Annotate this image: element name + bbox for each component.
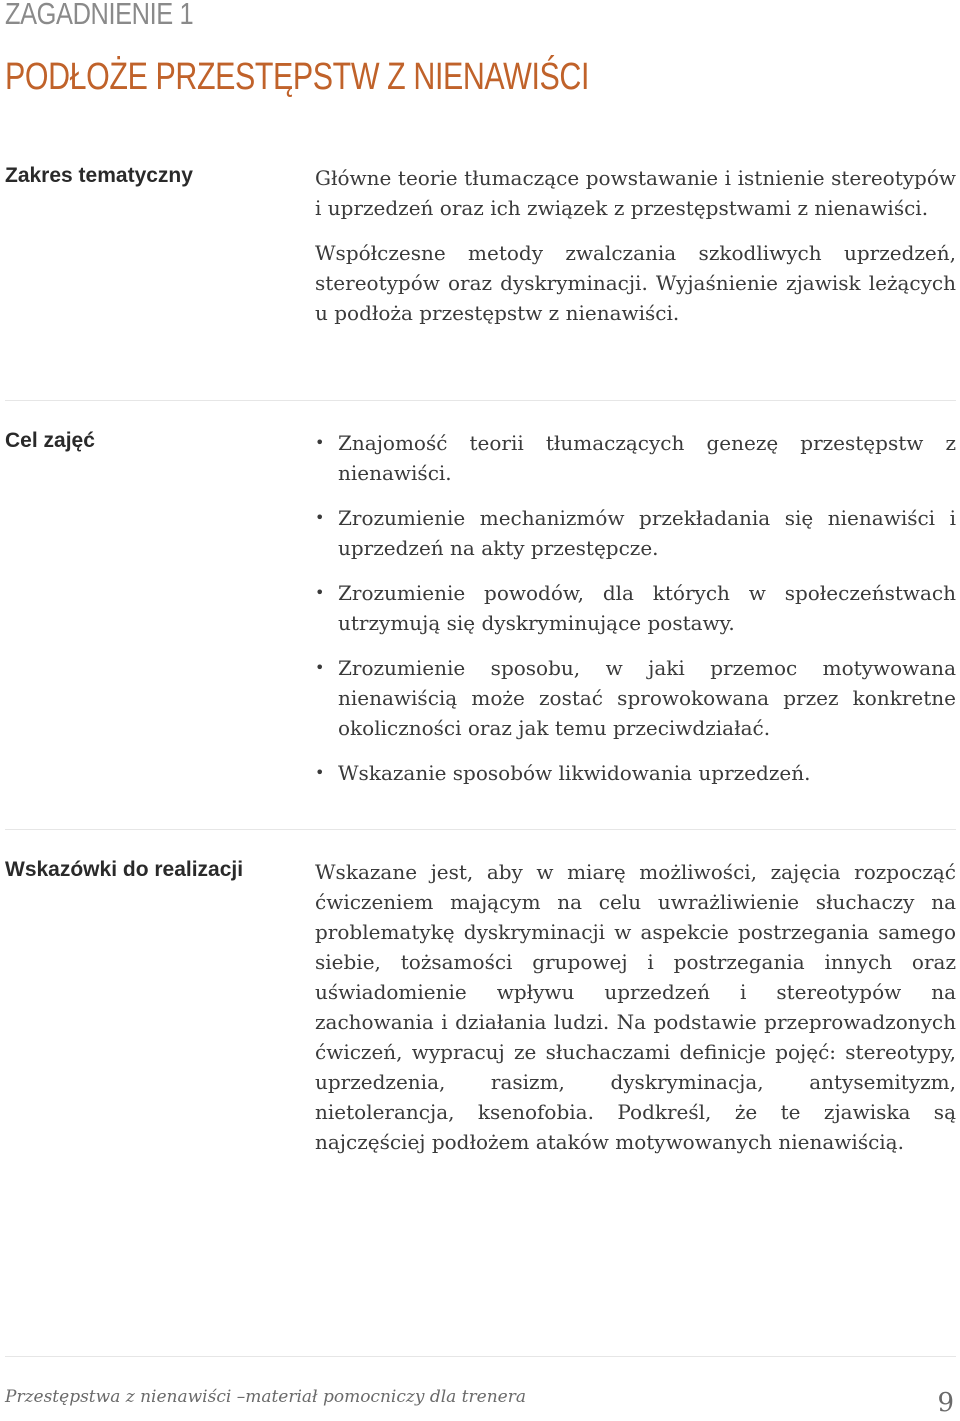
- list-item: • Zrozumienie sposobu, w jaki przemoc motywowana nienawiścią może zostać sprowokowana przez konkretne okoliczności oraz jak temu przeciwdziałać.: [315, 653, 956, 743]
- goals-list: [315, 428, 956, 788]
- section-label-cel: Cel zajęć: [5, 429, 95, 452]
- page-number: 9: [937, 1388, 954, 1418]
- wskazowki-paragraph: Wskazane jest, aby w miarę możliwości, zajęcia rozpocząć ćwiczeniem mającym na celu uwrażliwienie słuchaczy na problematykę dyskryminacji w aspekcie postrzegania samego siebie, tożsamości grupowej i postrzegania innych oraz uświadomienie wpływu uprzedzeń i stereotypów na zachowania i działania ludzi. Na podstawie przeprowadzonych ćwiczeń, wypracuj ze słuchaczami definicje pojęć: stereotypy, uprzedzenia, rasizm, dyskryminacja, antysemityzm, nietolerancja, ksenofobia. Podkreśl, że te zjawiska są najczęściej podłożem ataków motywowanych nienawiścią.: [315, 860, 956, 1154]
- footer-caption: [5, 1387, 526, 1407]
- list-item: • Znajomość teorii tłumaczących genezę przestępstw z nienawiści.: [315, 428, 956, 488]
- list-item: • Zrozumienie mechanizmów przekładania się nienawiści i uprzedzeń na akty przestępcze.: [315, 503, 956, 563]
- footer-title: Przestępstwa z nienawiści: [5, 1387, 232, 1407]
- footer-subtitle: –materiał pomocniczy dla trenera: [231, 1387, 526, 1407]
- section-content-wskazowki: [315, 857, 956, 1157]
- section-label-zakres: Zakres tematyczny: [5, 164, 193, 187]
- footer-divider: [5, 1356, 956, 1357]
- list-item: • Wskazanie sposobów likwidowania uprzedzeń.: [315, 758, 956, 788]
- zakres-paragraph: Główne teorie tłumaczące powstawanie i istnienie stereotypów i uprzedzeń oraz ich związek z przestępstwami z nienawiści.: [315, 166, 956, 220]
- section-divider: [5, 829, 956, 830]
- chapter-title: PODŁOŻE PRZESTĘPSTW Z NIENAWIŚCI: [5, 56, 589, 98]
- chapter-kicker: ZAGADNIENIE 1: [5, 0, 194, 31]
- zakres-paragraph: Współczesne metody zwalczania szkodliwych uprzedzeń, stereotypów oraz dyskryminacji. Wyjaśnienie zjawisk leżących u podłoża przestępstw z nienawiści.: [315, 241, 956, 325]
- section-content-zakres: [315, 163, 956, 328]
- section-label-wskazowki: Wskazówki do realizacji: [5, 858, 244, 881]
- section-content-cel: [315, 428, 956, 803]
- list-item: • Zrozumienie powodów, dla których w społeczeństwach utrzymują się dyskryminujące postawy.: [315, 578, 956, 638]
- section-divider: [5, 400, 956, 401]
